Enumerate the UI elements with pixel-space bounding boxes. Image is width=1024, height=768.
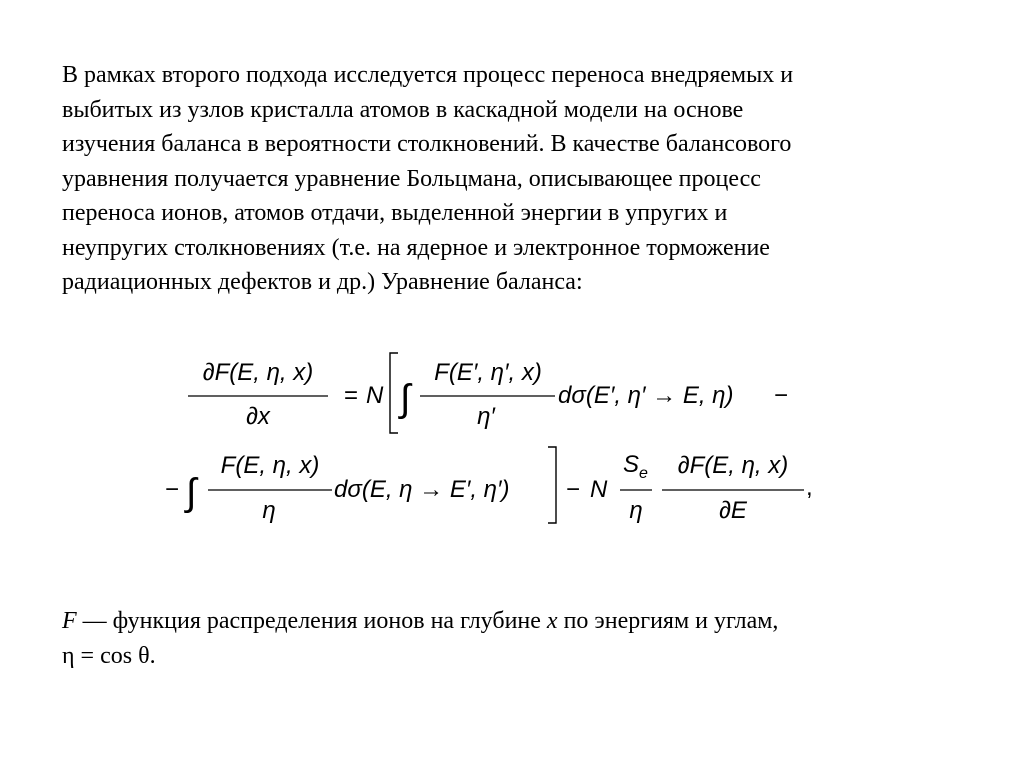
footnote-tail: по энергиям и углам, — [557, 608, 779, 634]
se-denominator: η — [629, 497, 643, 524]
integrand2-denominator: η — [262, 497, 276, 524]
paragraph-line: радиационных дефектов и др.) Уравнение баланса: — [62, 269, 583, 295]
integrand1-denominator: η′ — [477, 403, 495, 430]
paragraph-line: изучения баланса в вероятности столкновений. В качестве балансового — [62, 131, 792, 157]
paragraph-line: неупругих столкновениях (т.е. на ядерное и электронное торможение — [62, 234, 770, 261]
equation-comma: , — [806, 474, 813, 501]
symbol-x: x — [546, 608, 558, 634]
paragraph-line: уравнения получается уравнение Больцмана, описывающее процесс — [62, 165, 761, 192]
equals-sign: = — [344, 382, 359, 409]
dsigma2: dσ(E, η → E′, η′) — [334, 476, 510, 503]
minus-sign: − — [566, 476, 581, 503]
integrand1-numerator: F(E′, η′, x) — [434, 359, 542, 386]
left-bracket — [390, 353, 398, 433]
paragraph-line: переноса ионов, атомов отдачи, выделенной энергии в упругих и — [62, 200, 728, 226]
integrand2-numerator: F(E, η, x) — [220, 452, 320, 479]
last-numerator: ∂F(E, η, x) — [677, 452, 789, 479]
right-bracket — [548, 447, 556, 523]
se-numerator: $S_e$ — [623, 451, 648, 482]
symbol-f: F — [62, 608, 77, 634]
factor-n: N — [366, 382, 384, 409]
lhs-numerator: ∂F(E, η, x) — [202, 359, 314, 386]
footnote-line-2: η = cos θ. — [62, 642, 156, 669]
body-paragraph — [62, 58, 962, 300]
footnote-line-1 — [62, 604, 962, 639]
lhs-denominator: ∂x — [246, 403, 270, 430]
leading-minus: − — [165, 476, 180, 503]
trailing-minus: − — [774, 382, 789, 409]
integral-sign: ∫ — [400, 378, 411, 420]
factor-n-2: N — [590, 476, 608, 503]
dsigma1: dσ(E′, η′ → E, η) — [558, 382, 734, 409]
boltzmann-equation — [0, 335, 1024, 535]
paragraph-line: В рамках второго подхода исследуется процесс переноса внедряемых и — [62, 62, 794, 88]
footnote — [62, 604, 962, 673]
footnote-text: — функция распределения ионов на глубине — [76, 608, 547, 634]
paragraph-line: выбитых из узлов кристалла атомов в каскадной модели на основе — [62, 96, 744, 123]
last-denominator: ∂E — [719, 497, 747, 524]
integral-sign-2: ∫ — [186, 472, 197, 514]
